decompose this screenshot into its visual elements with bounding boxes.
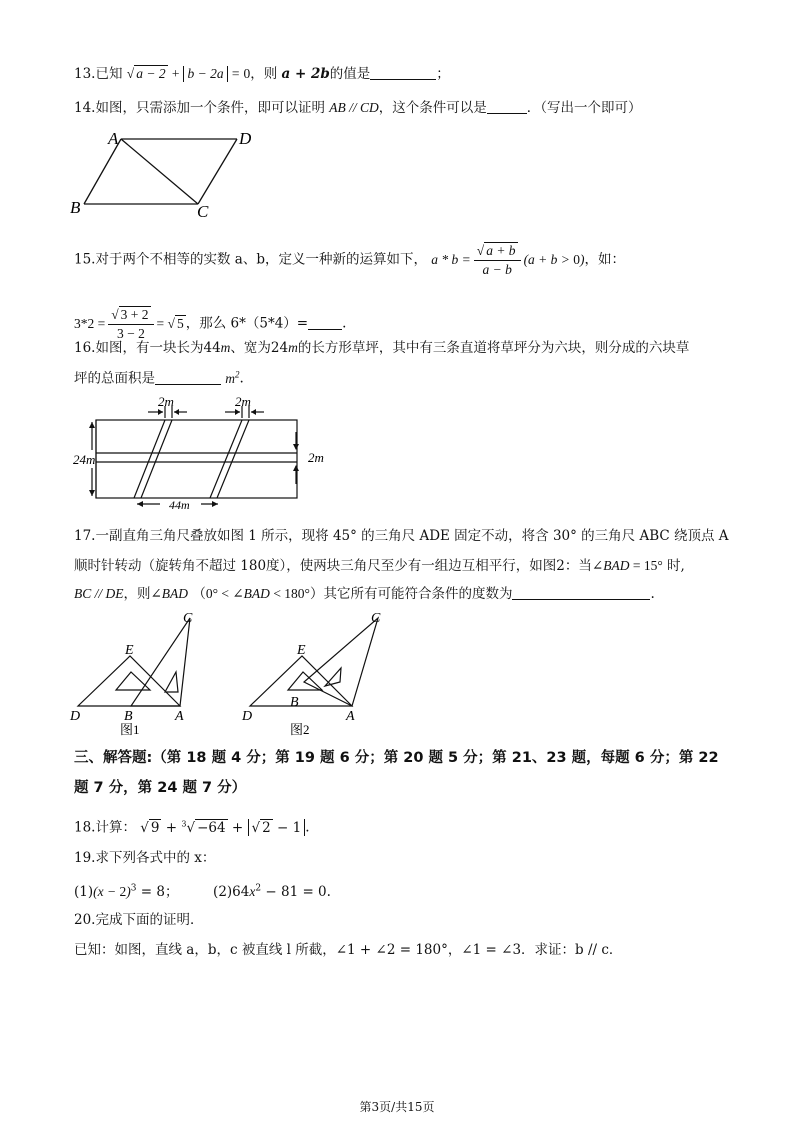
- label-B: B: [124, 709, 133, 724]
- label-A: A: [108, 129, 119, 148]
- label-D: D: [70, 709, 81, 724]
- section-3-heading: 三、解答题:（第 18 题 4 分；第 19 题 6 分；第 20 题 5 分；第 21、23 题，每题 6 分；第 22: [74, 750, 719, 766]
- q18-expression: √ 9 + $^3$√ −64 + √ 2 − 1: [140, 820, 305, 836]
- answer-blank: [155, 370, 221, 385]
- q15-definition: a * b = $\frac{√ a + b}{a - b}$ (a + b > 0): [431, 243, 585, 277]
- label-height: 24m: [73, 452, 96, 467]
- label-width-3: 2m: [308, 450, 324, 465]
- question-20-given: 已知：如图，直线 a，b，c 被直线 l 所截，∠1 + ∠2 = 180°，∠1 = ∠3．求证：b // c．: [74, 942, 623, 958]
- question-19: 19.求下列各式中的 x：: [74, 850, 216, 866]
- question-17-cont2: BC // DE，则∠BAD （0° < ∠BAD < 180°）其它所有可能符合条件的度数为 .: [74, 586, 655, 602]
- label-E: E: [125, 643, 134, 658]
- question-20: 20.完成下面的证明．: [74, 912, 204, 928]
- page-number: 第3页/共15页: [359, 1100, 435, 1114]
- fig1-caption: 图1: [120, 722, 140, 737]
- question-13: 13.已知 √ a − 2 + b − 2a = 0，则 a + 2b的值是 ；: [74, 66, 450, 82]
- label-C: C: [197, 202, 209, 221]
- question-15: 15.对于两个不相等的实数 a、b，定义一种新的运算如下， a * b = $\frac{√ a + b}{a - b}$ (a + b > 0)，如：: [74, 243, 626, 277]
- question-14: 14.如图，只需添加一个条件，即可以证明 AB // CD，这个条件可以是 ．（写出一个即可）: [74, 100, 642, 116]
- answer-blank: [512, 585, 650, 600]
- question-17: 17.一副直角三角尺叠放如图 1 所示，现将 45° 的三角尺 ADE 固定不动，将含 30° 的三角尺 ABC 绕顶点 A: [74, 528, 729, 544]
- q17-figure-2: [240, 610, 400, 738]
- answer-blank: [370, 65, 436, 80]
- q14-parallelogram-figure: [70, 126, 270, 222]
- label-A: A: [346, 709, 355, 724]
- q16-lawn-figure: [70, 392, 340, 516]
- q17-figure-1: [68, 610, 208, 738]
- question-19-parts: [74, 878, 331, 902]
- answer-blank: [487, 99, 527, 114]
- label-D: D: [242, 709, 253, 724]
- label-B: B: [70, 198, 81, 217]
- question-16: 16.如图，有一块长为44m、宽为24m的长方形草坪，其中有三条直道将草坪分为六块，则分成的六块草: [74, 340, 690, 356]
- section-3-heading-cont: 题 7 分，第 24 题 7 分）: [74, 780, 247, 796]
- label-width-2: 2m: [235, 394, 251, 409]
- label-D: D: [239, 129, 252, 148]
- question-16-cont: 坪的总面积是 $m^2$.: [74, 369, 244, 387]
- q15-example: 3*2 = $\frac{√ 3 + 2}{3 - 2}$ = √ 5: [74, 307, 184, 341]
- label-C: C: [183, 611, 193, 626]
- answer-blank: [308, 315, 342, 330]
- label-C: C: [371, 611, 381, 626]
- label-B: B: [290, 695, 299, 710]
- q19-part-2: $(2)64x^2 - 81 = 0$.: [213, 883, 331, 900]
- label-A: A: [175, 709, 184, 724]
- label-width-1: 2m: [158, 394, 174, 409]
- question-15-example: 3*2 = $\frac{√ 3 + 2}{3 - 2}$ = √ 5 ，那么 6*（5*4）= .: [74, 307, 347, 341]
- question-18: 18.计算： √ 9 + $^3$√ −64 + √ 2 − 1 .: [74, 819, 310, 836]
- q13-expression: √ a − 2 + b − 2a = 0: [126, 66, 251, 81]
- q19-part-1: $(1)(x - 2)^3 = 8$；: [74, 883, 179, 900]
- label-length: 44m: [169, 498, 190, 512]
- label-E: E: [297, 643, 306, 658]
- question-17-cont: 顺时针转动（旋转角不超过 180度），使两块三角尺至少有一组边互相平行，如图2：当∠BAD = 15° 时,: [74, 558, 685, 574]
- fig2-caption: 图2: [290, 722, 310, 737]
